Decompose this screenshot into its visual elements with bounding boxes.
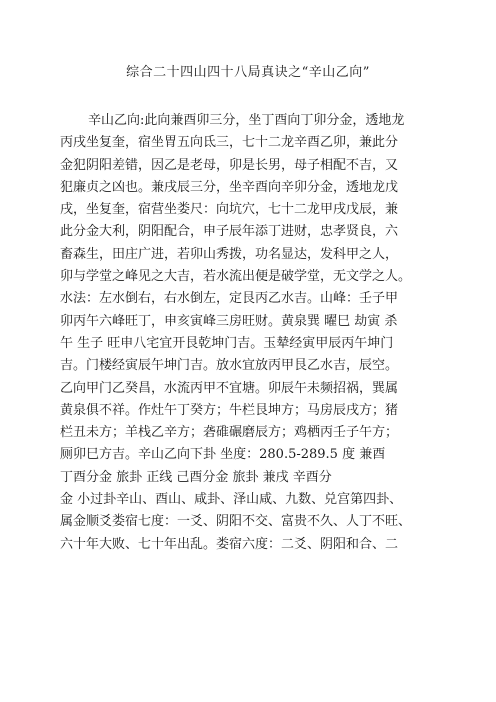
text-line: 栏丑未方；羊栈乙辛方；砻碓碾磨辰方；鸡栖丙壬子午方； (60, 425, 399, 441)
text-line: 黄泉俱不祥。作灶午丁癸方；牛栏艮坤方；马房辰戌方；猪 (60, 402, 399, 418)
text-line: 畜森生，田庄广进，若卯山秀拨，功名显达，发科甲之人， (60, 246, 399, 262)
text-line: 六十年大败、七十年出乱。娄宿六度：二爻、阴阳和合、二 (60, 536, 399, 552)
text-line: 卯与学堂之峰见之大吉，若水流出便是破学堂，无文学之人。 (60, 269, 412, 285)
text-line: 辛山乙向:此向兼酉卯三分，坐丁酉向丁卯分金，透地龙 (88, 113, 405, 128)
text-line: 吉。门楼经寅辰午坤门吉。放水宜放丙甲艮乙水吉，辰空。 (60, 358, 399, 374)
text-line: 午 生子 旺申八宅宜开艮乾坤门吉。玉辇经寅甲辰丙午坤门 (60, 335, 394, 351)
text-line: 此分金大利，阴阳配合，申子辰年添丁进财，忠孝贤良，六 (60, 224, 399, 240)
text-line: 戌，坐复奎，宿营坐娄尺：向坑穴，七十二龙甲戌戊辰，兼 (60, 202, 399, 218)
text-line: 丙戌坐复奎，宿坐胃五向氐三，七十二龙辛酉乙卯，兼此分 (60, 135, 399, 151)
text-line: 卯丙午六峰旺丁，申亥寅峰三房旺财。黄泉巽 曜巳 劫寅 杀 (60, 313, 398, 329)
text-line: 水法：左水倒右，右水倒左，定艮丙乙水吉。山峰：壬子甲 (60, 291, 399, 307)
text-line: 属金顺爻娄宿七度：一爻、阴阳不交、富贵不久、人丁不旺、 (60, 514, 412, 530)
text-line: 丁酉分金 旅卦 正线 己酉分金 旅卦 兼戌 辛酉分 (60, 469, 332, 485)
text-line: 金 小过卦辛山、酉山、咸卦、泽山咸、九数、兑宫第四卦、 (60, 492, 403, 508)
text-line: 金犯阴阳差错，因乙是老母，卯是长男，母子相配不吉，又 (60, 157, 399, 173)
document-title: 综合二十四山四十八局真诀之“辛山乙向” (126, 65, 370, 80)
document-body (60, 110, 440, 556)
text-line: 乙向甲门乙癸昌，水流丙甲不宜塘。卯辰午未频招祸，巽属 (60, 380, 399, 396)
text-line: 厕卯巳方吉。辛山乙向下卦 坐度：280.5-289.5 度 兼酉 (60, 447, 386, 463)
text-line: 犯廉贞之凶也。兼戌辰三分，坐辛酉向辛卯分金，透地龙戊 (60, 179, 399, 195)
